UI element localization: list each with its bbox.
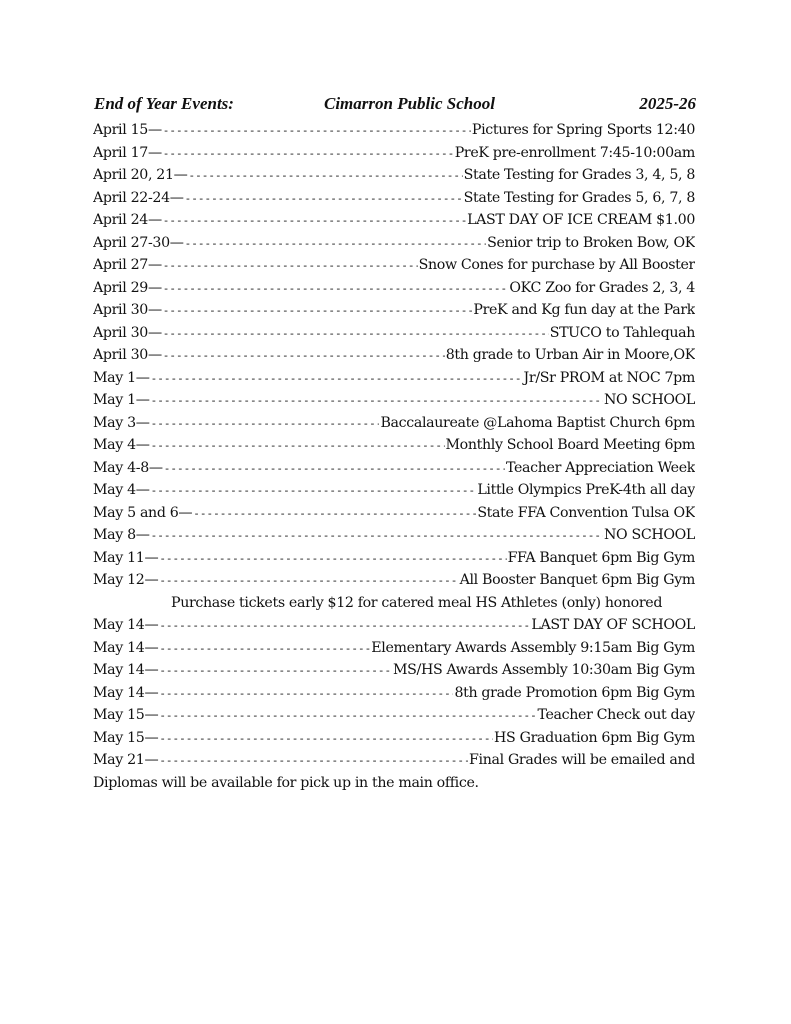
event-list [93, 119, 695, 794]
event-description: Teacher Check out day [537, 707, 695, 723]
dash-leader [163, 143, 454, 165]
event-row [93, 547, 695, 570]
event-row [93, 299, 695, 322]
event-row [93, 637, 695, 660]
event-description: 8th grade Promotion 6pm Big Gym [454, 684, 695, 701]
dash-leader [163, 278, 509, 300]
event-row [93, 187, 695, 210]
dash-leader [151, 525, 603, 547]
event-date: May 4— [93, 437, 150, 453]
event-row [93, 614, 695, 637]
event-date: May 8— [93, 527, 150, 543]
event-description: 8th grade to Urban Air in Moore,OK [445, 347, 695, 363]
event-description: MS/HS Awards Assembly 10:30am Big Gym [392, 662, 695, 678]
event-date: May 21— [93, 752, 159, 768]
event-date: April 30— [93, 302, 162, 318]
dash-leader [163, 345, 445, 367]
event-date: May 3— [93, 414, 150, 431]
header-title: End of Year Events: [94, 94, 234, 113]
event-description: All Booster Banquet 6pm Big Gym [459, 572, 695, 588]
event-date: May 14— [93, 662, 159, 678]
event-date: May 14— [93, 639, 159, 656]
event-date: May 4— [93, 482, 150, 498]
event-description: Senior trip to Broken Bow, OK [487, 234, 695, 251]
event-row [93, 524, 695, 547]
event-row [93, 164, 695, 187]
event-row [93, 277, 695, 300]
dash-leader [193, 503, 476, 525]
event-description: NO SCHOOL [603, 527, 695, 543]
event-description: PreK and Kg fun day at the Park [473, 302, 695, 318]
event-row [93, 704, 695, 727]
event-row [93, 412, 695, 435]
event-row [93, 344, 695, 367]
dash-leader [163, 300, 473, 322]
dash-leader [151, 413, 380, 435]
event-description: Snow Cones for purchase by All Booster [418, 257, 695, 273]
dash-leader [151, 390, 603, 412]
event-description: Teacher Appreciation Week [505, 459, 695, 476]
event-row [93, 119, 695, 142]
dash-leader [159, 570, 458, 592]
event-description: State Testing for Grades 5, 6, 7, 8 [463, 189, 695, 206]
event-row [93, 142, 695, 165]
dash-leader [159, 750, 468, 772]
event-row [93, 389, 695, 412]
event-description: LAST DAY OF SCHOOL [531, 617, 695, 633]
header-school-name: Cimarron Public School [324, 94, 495, 113]
event-date: April 15— [93, 122, 162, 138]
dash-leader [163, 323, 549, 345]
event-description: State Testing for Grades 3, 4, 5, 8 [463, 167, 695, 183]
event-date: April 27-30— [93, 234, 184, 251]
dash-leader [163, 255, 418, 277]
dash-leader [188, 165, 462, 187]
event-date: May 1— [93, 392, 150, 408]
header-school-year: 2025-26 [639, 94, 696, 113]
event-row [93, 749, 695, 772]
event-date: May 12— [93, 572, 159, 588]
event-date: April 29— [93, 279, 162, 296]
event-row [93, 434, 695, 457]
event-description: Pictures for Spring Sports 12:40 [471, 122, 695, 138]
event-date: April 17— [93, 144, 162, 161]
event-date: April 30— [93, 324, 162, 341]
event-row [93, 367, 695, 390]
event-row [93, 727, 695, 750]
event-date: May 15— [93, 729, 159, 746]
dash-leader [163, 210, 466, 232]
event-description: Elementary Awards Assembly 9:15am Big Gym [371, 639, 695, 656]
event-description: OKC Zoo for Grades 2, 3, 4 [509, 279, 695, 296]
footer-note: Diplomas will be available for pick up in the main office. [93, 774, 479, 791]
dash-leader [159, 728, 493, 750]
event-date: May 14— [93, 684, 159, 701]
event-row [93, 682, 695, 705]
event-description: Monthly School Board Meeting 6pm [445, 437, 695, 453]
event-row [93, 569, 695, 592]
event-date: May 14— [93, 617, 159, 633]
event-description: Baccalaureate @Lahoma Baptist Church 6pm [380, 414, 695, 431]
banquet-note: Purchase tickets early $12 for catered meal HS Athletes (only) honored [171, 594, 663, 611]
dash-leader [159, 683, 453, 705]
dash-leader [159, 660, 392, 682]
event-date: April 20, 21— [93, 167, 188, 183]
event-date: May 4-8— [93, 459, 163, 476]
event-description: STUCO to Tahlequah [549, 324, 695, 341]
event-date: May 11— [93, 549, 159, 566]
event-date: May 5 and 6— [93, 504, 193, 521]
dash-leader [159, 615, 530, 637]
event-row [93, 254, 695, 277]
dash-leader [185, 233, 487, 255]
dash-leader [185, 188, 463, 210]
event-description: Little Olympics PreK-4th all day [477, 482, 695, 498]
event-row [93, 457, 695, 480]
event-row [93, 232, 695, 255]
event-description: Final Grades will be emailed and [469, 752, 695, 768]
event-row [93, 502, 695, 525]
event-description: Jr/Sr PROM at NOC 7pm [523, 369, 695, 386]
dash-leader [163, 120, 471, 142]
document-header [94, 94, 696, 120]
dash-leader [151, 368, 523, 390]
dash-leader [151, 480, 477, 502]
event-row [93, 659, 695, 682]
event-date: May 1— [93, 369, 150, 386]
event-date: April 30— [93, 347, 162, 363]
dash-leader [159, 705, 536, 727]
dash-leader [151, 435, 445, 457]
event-description: PreK pre-enrollment 7:45-10:00am [454, 144, 695, 161]
event-row [93, 209, 695, 232]
dash-leader [164, 458, 505, 480]
dash-leader [159, 638, 370, 660]
event-description: HS Graduation 6pm Big Gym [494, 729, 695, 746]
event-date: April 27— [93, 257, 162, 273]
event-date: April 24— [93, 212, 162, 228]
event-date: April 22-24— [93, 189, 184, 206]
event-row [93, 479, 695, 502]
event-row [93, 322, 695, 345]
dash-leader [159, 548, 506, 570]
event-description: LAST DAY OF ICE CREAM $1.00 [467, 212, 695, 228]
event-description: FFA Banquet 6pm Big Gym [507, 549, 695, 566]
event-date: May 15— [93, 707, 159, 723]
event-description: NO SCHOOL [603, 392, 695, 408]
event-description: State FFA Convention Tulsa OK [477, 504, 695, 521]
